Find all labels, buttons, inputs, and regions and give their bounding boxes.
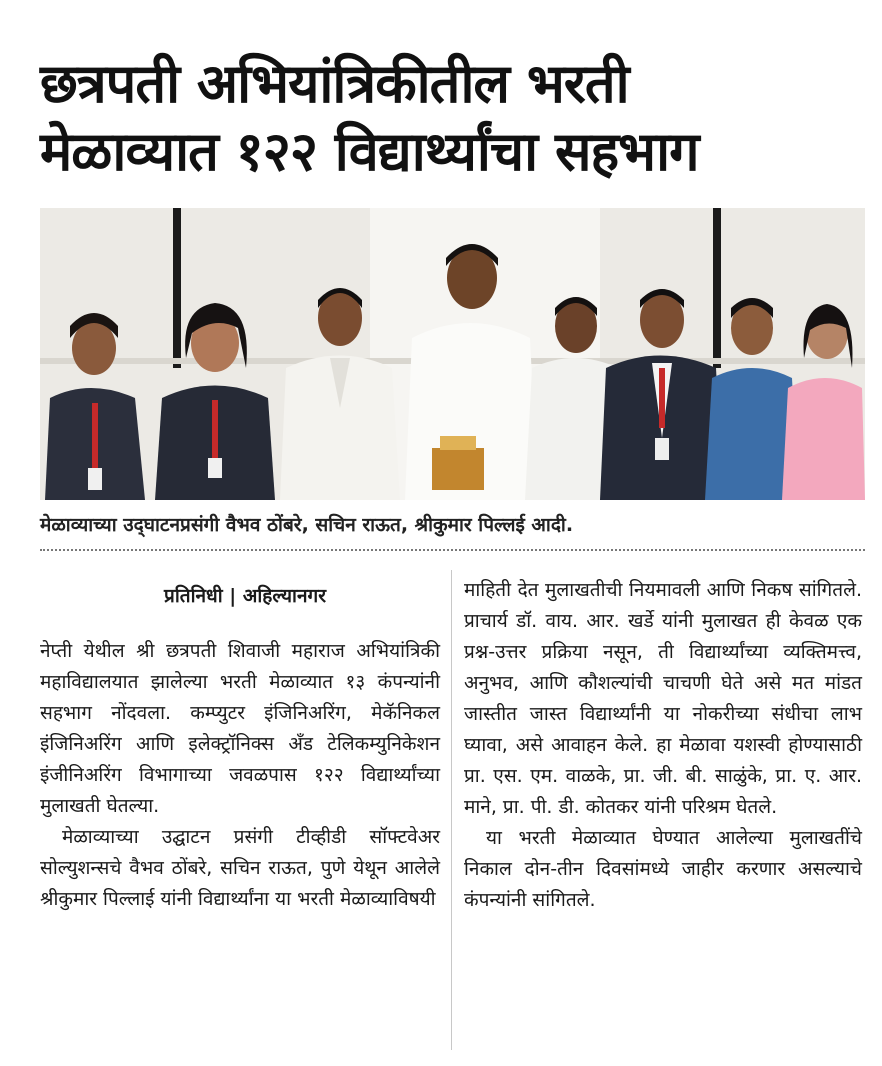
event-photo xyxy=(40,208,865,500)
byline: प्रतिनिधी | अहिल्यानगर xyxy=(164,585,326,607)
headline xyxy=(40,50,860,186)
left-paragraph-2: मेळाव्याच्या उद्घाटन प्रसंगी टीव्हीडी सॉफ्टवेअर सोल्युशन्सचे वैभव ठोंबरे, सचिन राऊत, पुणे येथून आलेले श्रीकुमार पिल्लाई यांनी विद्यार्थ्यांना या भरती मेळाव्याविषयी xyxy=(40,826,440,910)
left-paragraph-1: नेप्ती येथील श्री छत्रपती शिवाजी महाराज अभियांत्रिकी महाविद्यालयात झालेल्या भरती मेळाव्यात १३ कंपन्यांनी सहभाग नोंदवला. कम्प्युटर इंजिनिअरिंग, मेकॅनिकल इंजिनिअरिंग आणि इलेक्ट्रॉनिक्स अँड टेलिकम्युनिकेशन इंजीनिअरिंग विभागाच्या जवळपास १२२ विद्यार्थ्यांच्या मुलाखती घेतल्या. xyxy=(40,640,440,817)
right-column xyxy=(464,575,862,916)
caption-divider xyxy=(40,549,865,551)
headline-line-2: मेळाव्यात १२२ विद्यार्थ्यांचा सहभाग xyxy=(40,120,699,183)
column-divider xyxy=(451,570,452,1050)
left-column xyxy=(40,636,440,915)
photo-caption: मेळाव्याच्या उद्‌घाटनप्रसंगी वैभव ठोंबरे, सचिन राऊत, श्रीकुमार पिल्लई आदी. xyxy=(40,514,574,536)
group-photo-illustration xyxy=(40,208,865,500)
right-paragraph-2: या भरती मेळाव्यात घेण्यात आलेल्या मुलाखतींचे निकाल दोन-तीन दिवसांमध्ये जाहीर करणार असल्याचे कंपन्यांनी सांगितले. xyxy=(464,827,862,911)
headline-line-1: छत्रपती अभियांत्रिकीतील भरती xyxy=(40,52,629,115)
right-paragraph-1: माहिती देत मुलाखतीची नियमावली आणि निकष सांगितले. प्राचार्य डॉ. वाय. आर. खर्डे यांनी मुलाखत ही केवळ एक प्रश्न-उत्तर प्रक्रिया नसून, ती विद्यार्थ्यांच्या व्यक्तिमत्त्व, अनुभव, आणि कौशल्यांची चाचणी घेते असे मत मांडत जास्तीत जास्त विद्यार्थ्यांनी या नोकरीच्या संधीचा लाभ घ्यावा, असे आवाहन केले. हा मेळावा यशस्वी होण्यासाठी प्रा. एस. एम. वाळके, प्रा. जी. बी. साळुंके, प्रा. ए. आर. माने, प्रा. पी. डी. कोतकर यांनी परिश्रम घेतले. xyxy=(464,579,862,818)
